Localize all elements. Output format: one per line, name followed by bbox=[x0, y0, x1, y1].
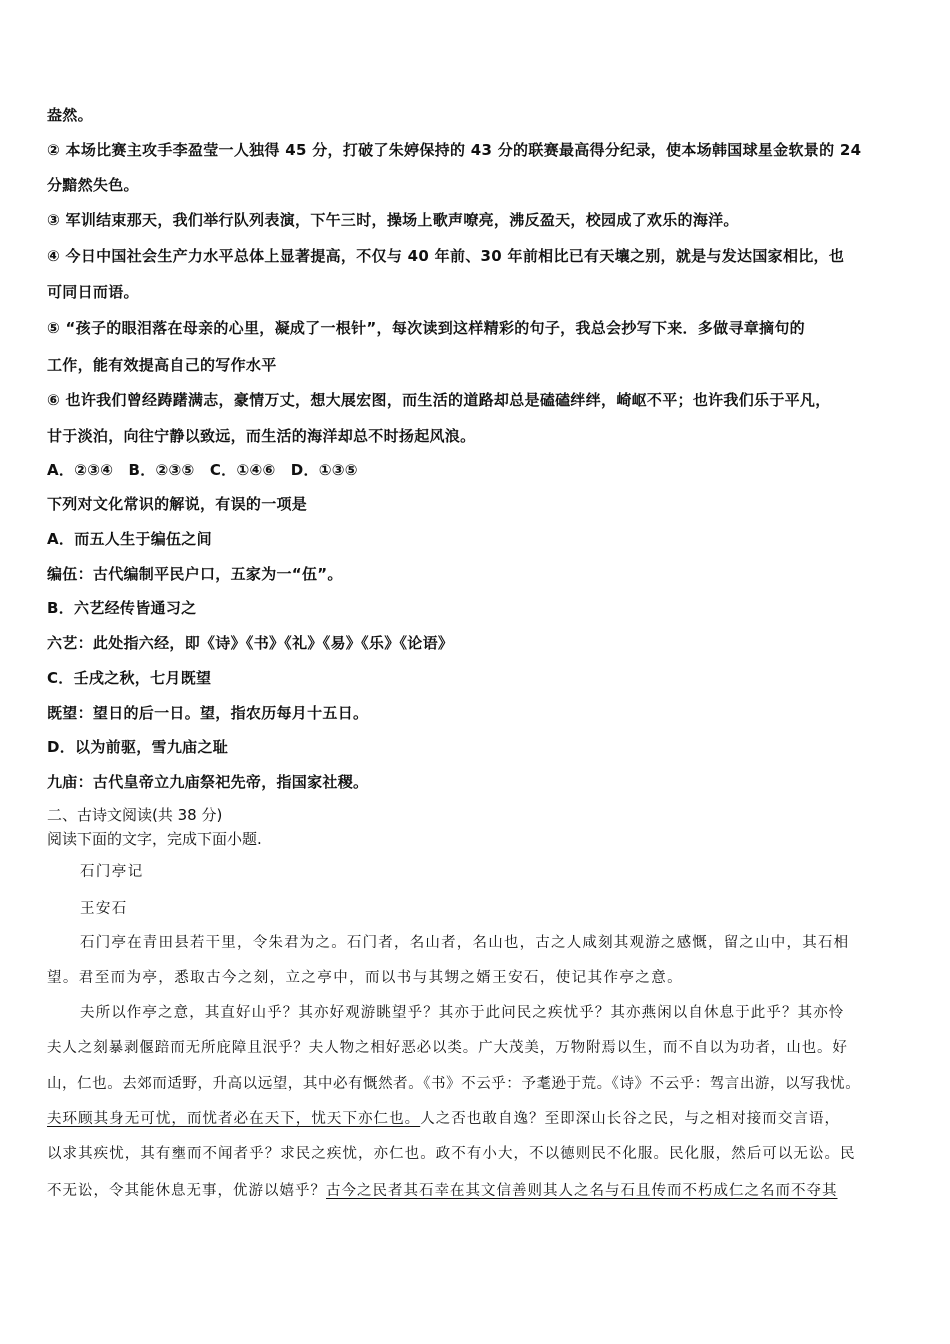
option-c: C．壬戌之秋，七月既望 bbox=[47, 669, 212, 687]
section-heading: 二、古诗文阅读(共 38 分) bbox=[47, 806, 223, 824]
passage-title: 石门亭记 bbox=[80, 864, 144, 880]
passage-text: 人之否也敢自逸？至即深山长谷之民，与之相对接而交言语， bbox=[420, 1111, 841, 1127]
option-b-note: 六艺：此处指六经，即《诗》《书》《礼》《易》《乐》《论语》 bbox=[47, 634, 454, 652]
text-line: 可同日而语。 bbox=[47, 283, 139, 301]
question-stem: 下列对文化常识的解说，有误的一项是 bbox=[47, 495, 308, 513]
passage-line: 以求其疾忧，其有壅而不闻者乎？求民之疾忧，亦仁也。政不有小大，不以德则民不化服。民化服，然后可以无讼。民 bbox=[47, 1146, 856, 1162]
option-b: B．六艺经传皆通习之 bbox=[47, 599, 197, 617]
underlined-sentence: 古今之民者其石幸在其文信善则其人之名与石且传而不朽成仁之名而不夺其 bbox=[326, 1183, 838, 1199]
option-a-note: 编伍：古代编制平民户口，五家为一“伍”。 bbox=[47, 565, 343, 583]
passage-line: 望。君至而为亭，悉取古今之刻，立之亭中，而以书与其甥之婿王安石，使记其作亭之意。 bbox=[47, 970, 683, 986]
text-line: 甘于淡泊，向往宁静以致远，而生活的海洋却总不时扬起风浪。 bbox=[47, 427, 476, 445]
sentence-6: ⑥ 也许我们曾经踌躇满志，豪情万丈，想大展宏图，而生活的道路却总是磕磕绊绊，崎岖不平；也许我们乐于平凡， bbox=[47, 391, 831, 409]
passage-line: 夫所以作亭之意，其直好山乎？其亦好观游眺望乎？其亦于此问民之疾忧乎？其亦燕闲以自休息于此乎？其亦怜 bbox=[80, 1005, 845, 1021]
option-c-note: 既望：望日的后一日。望，指农历每月十五日。 bbox=[47, 704, 369, 722]
text-line: 盎然。 bbox=[47, 106, 93, 124]
passage-line: 山，仁也。去郊而适野，升高以远望，其中必有慨然者。《书》不云乎：予耄逊于荒。《诗》不云乎：驾言出游，以写我忧。 bbox=[47, 1076, 861, 1092]
passage-line: 夫人之刻暴剥偃踣而无所庇障且泯乎？夫人物之相好恶必以类。广大茂美，万物附焉以生，而不自以为功者，山也。好 bbox=[47, 1040, 848, 1056]
sentence-5: ⑤ “孩子的眼泪落在母亲的心里，凝成了一根针”，每次读到这样精彩的句子，我总会抄写下来．多做寻章摘句的 bbox=[47, 319, 805, 337]
text-line: 工作，能有效提高自己的写作水平 bbox=[47, 356, 277, 374]
passage-text: 不无讼，令其能休息无事，优游以嬉乎？ bbox=[47, 1183, 326, 1199]
passage-line: 石门亭在青田县若干里，令朱君为之。石门者，名山者，名山也，古之人咸刻其观游之感慨，留之山中，其石相 bbox=[80, 935, 850, 951]
passage-author: 王安石 bbox=[80, 901, 128, 917]
underlined-sentence: 夫环顾其身无可忧，而忧者必在天下，忧天下亦仁也。 bbox=[47, 1111, 421, 1127]
instruction: 阅读下面的文字，完成下面小题. bbox=[47, 830, 262, 848]
passage-line bbox=[47, 1179, 838, 1200]
sentence-4: ④ 今日中国社会生产力水平总体上显著提高，不仅与 40 年前、30 年前相比已有天壤之别，就是与发达国家相比，也 bbox=[47, 247, 845, 265]
text-line: 分黯然失色。 bbox=[47, 176, 139, 194]
option-d-note: 九庙：古代皇帝立九庙祭祀先帝，指国家社稷。 bbox=[47, 773, 369, 791]
passage-line bbox=[47, 1107, 840, 1128]
option-a: A．而五人生于编伍之间 bbox=[47, 530, 212, 548]
answer-options: A．②③④ B．②③⑤ C．①④⑥ D．①③⑤ bbox=[47, 461, 358, 479]
sentence-2: ② 本场比赛主攻手李盈莹一人独得 45 分，打破了朱婷保持的 43 分的联赛最高得分纪录，使本场韩国球星金软景的 24 bbox=[47, 141, 862, 159]
sentence-3: ③ 军训结束那天，我们举行队列表演，下午三时，操场上歌声嘹亮，沸反盈天，校园成了欢乐的海洋。 bbox=[47, 211, 739, 229]
option-d: D．以为前驱，雪九庙之耻 bbox=[47, 738, 229, 756]
